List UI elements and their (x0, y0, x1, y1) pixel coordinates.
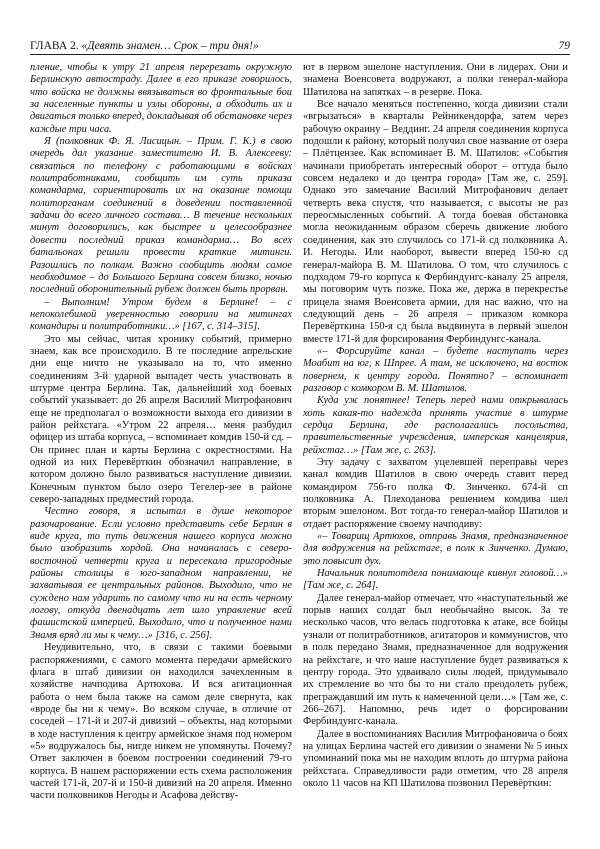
chapter-prefix: ГЛАВА 2. (30, 40, 79, 52)
paragraph: Далее в воспоминаниях Василия Митрофановича о боях на улицах Берлина частей его дивизии о знамени № 5 иных упоминаний пока мы не находим вплоть до штурма района рейхстага. Справедливости ради отметим, что 28 апреля около 11 часов на КП Шатилова позвонил Перевёрткин: (303, 728, 568, 789)
left-column (30, 62, 292, 803)
paragraph: Эту задачу с захватом уцелевшей переправы через канал комдив Шатилов в свою очередь ставит перед командиром 756-го полка Ф. Зинченко. 674-й сп полковника А. Плеходанова решением комдива шел вторым эшелоном. Вот тогда-то генерал-майор Шатилов и отдает распоряжение своему начподиву: (303, 457, 568, 530)
paragraph: «– Форсируйте канал – будете наступать через Моабит на юг, к Шпрее. А там, не исключено, на восток повернем, к центру города. Понятно? – вспоминает разговор с комкором В. М. Шатилов. (303, 345, 568, 394)
paragraph: пление, чтобы к утру 21 апреля перерезать окружную Берлинскую автостраду. Далее в его приказе говорилось, что войска не должны ввязываться во фронтальные бои за населенные пункты и узлы обороны, а обходить их и двигаться только вперед, докладывая об обстановке через каждые три часа. (30, 62, 292, 135)
paragraph: «– Товарищ Артюхов, отправь Знамя, предназначенное для водружения на рейхстаге, в полк к Зинченко. Думаю, это повысит дух. (303, 531, 568, 567)
chapter-heading (30, 40, 259, 52)
paragraph: Я (полковник Ф. Я. Лисицын. – Прим. Г. К.) в свою очередь дал указание заместителю И. В. Алексееву: связаться по телефону с работающими в войсках политработниками, сообщить им суть приказа командарма, сориентировать их на оказание помощи политорганам соединений в доведении поставленной задачи до всего личного состава… В течение нескольких минут договорились, как быстрее и целесообразнее довести последний приказ командарма… Во всех батальонах решили провести краткие митинги. Разошлись по полкам. Важно сообщить людям самое необходимое – до Большого Берлина совсем близко, ночью последний оборонительный рубеж должен быть прорван. (30, 136, 292, 296)
paragraph: – Выполним! Утром будем в Берлине! – с непоколебимой уверенностью говорили на митингах командиры и политработники…» [167, с. 314–315]. (30, 296, 292, 333)
running-header (30, 38, 570, 55)
page-number: 79 (558, 40, 570, 52)
paragraph: Далее генерал-майор отмечает, что «наступательный же порыв наших солдат был необычайно высок. За те несколько часов, что велась подготовка к атаке, все бойцы узнали от политработников, агитаторов и коммунистов, что в полк передано Знамя, предназначенное для водружения на рейхстаге, и что наше наступление будет развиваться к центру города. Это удваивало силы людей, придумывало их стремление во что бы то ни стало преодолеть рубеж, преграждавший им путь к намеченной цели…» [Там же, с. 266–267]. Напомню, речь идет о форсировании Фербиндунгс-канала. (303, 592, 568, 728)
paragraph: Это мы сейчас, читая хронику событий, примерно знаем, как все происходило. В те последние апрельские дни еще ничто не указывало на то, что именно соединениям 3-й ударной выпадет честь участвовать в штурме центра Берлина. Так, дальнейший ход боевых событий указывает: до 26 апреля Василий Митрофанович еще не предполагал о возможности выхода его дивизии в район рейхстага. «Утром 22 апреля… меня разбудил офицер из штаба корпуса, – вспоминает комдив 150-й сд. – Он принес план и карты Берлина с окрестностями. На одной из них Перевёрткин обозначил направление, в котором должно было развиваться наступление дивизии. Конечным пунктом было озеро Тегелер-зее в районе северо-западных предместий города. (30, 333, 292, 506)
paragraph: Начальник политотдела понимающе кивнул головой…» [Там же, с. 264]. (303, 568, 568, 592)
paragraph: Честно говоря, я испытал в душе некоторое разочарование. Если условно представить себе Берлин в виде круга, то путь движения нашего корпуса можно было изобразить хордой. Она начиналась с северо-восточной четверти круга и пересекала пригородные районы столицы в юго-западном направлении, не захватывая ее центральных районов. Выходило, что не суждено нам ударить по самому что ни на есть черному логову, откуда двенадцать лет шло управление всей фашистской империей. Выходило, что и полученное нами Знамя вряд ли мы к чему…» [316, с. 256]. (30, 506, 292, 641)
paragraph: Неудивительно, что, в связи с такими боевыми распоряжениями, с самого момента передачи армейского флага в штаб дивизии он находился зачехленным в хозяйстве начподива Артюхова. И вся агитационная работа о нем была также на самом деле свернута, как «вроде бы ни к чему». Во всяком случае, в отличие от соседей – 171-й и 207-й дивизий – объекты, над которыми в ходе наступления к центру армейское знамя под номером «5» водружалось бы, нигде никем не упомянуты. Почему? Ответ заключен в боевом построении соединений 79-го корпуса. В нашем распоряжении есть схема расположения частей 171-й, 207-й и 150-й дивизий на 20 апреля. Именно части полковников Негоды и Асафова действу- (30, 642, 292, 802)
paragraph: ют в первом эшелоне наступления. Они в лидерах. Они и знамена Военсовета водружают, а полки генерал-майора Шатилова на запятках – в резерве. Пока. (303, 62, 568, 98)
right-column (303, 62, 568, 790)
paragraph: Куда уж понятнее! Теперь перед нами открывалась хоть какая-то надежда принять участие в штурме сердца Берлина, где располагались посольства, правительственные учреждения, имперская канцелярия, рейхстаг…» [Там же, с. 263]. (303, 395, 568, 456)
chapter-title: «Девять знамен… Срок – три дня!» (81, 40, 259, 52)
paragraph: Все начало меняться постепенно, когда дивизии стали «вгрызаться» в кварталы Рейникендорфа, затем через рабочую окраину – Веддинг. 24 апреля соединения корпуса подошли к району, который получил свое название от озера – Плётцензее. Как вспоминает В. М. Шатилов: «События начинали приобретать интересный оборот – оттуда было совсем недалеко и до центра города» [Там же, с. 259]. Однако это замечание Василий Митрофанович делает четверть века спустя, что называется, с высоты не раз переосмысленных событий. А тогда боевая обстановка могла неожиданным образом сберечь движение любого соединения, как это случилось со 171-й сд полковника А. И. Негоды. Или наоборот, вывести вперед 150-ю сд генерал-майора В. М. Шатилова. О том, что случилось с подходом 79-го корпуса к Фербиндунгс-каналу 25 апреля, мы поговорим чуть позже. Пока же, держа в перекрестье прицела знамя Военсовета армии, для нас важно, что на следующий день – 26 апреля – приказом комкора Перевёрткина 150-я сд была выдвинута в первый эшелон вместе 171-й для форсирования Фербиндунгс-канала. (303, 99, 568, 345)
